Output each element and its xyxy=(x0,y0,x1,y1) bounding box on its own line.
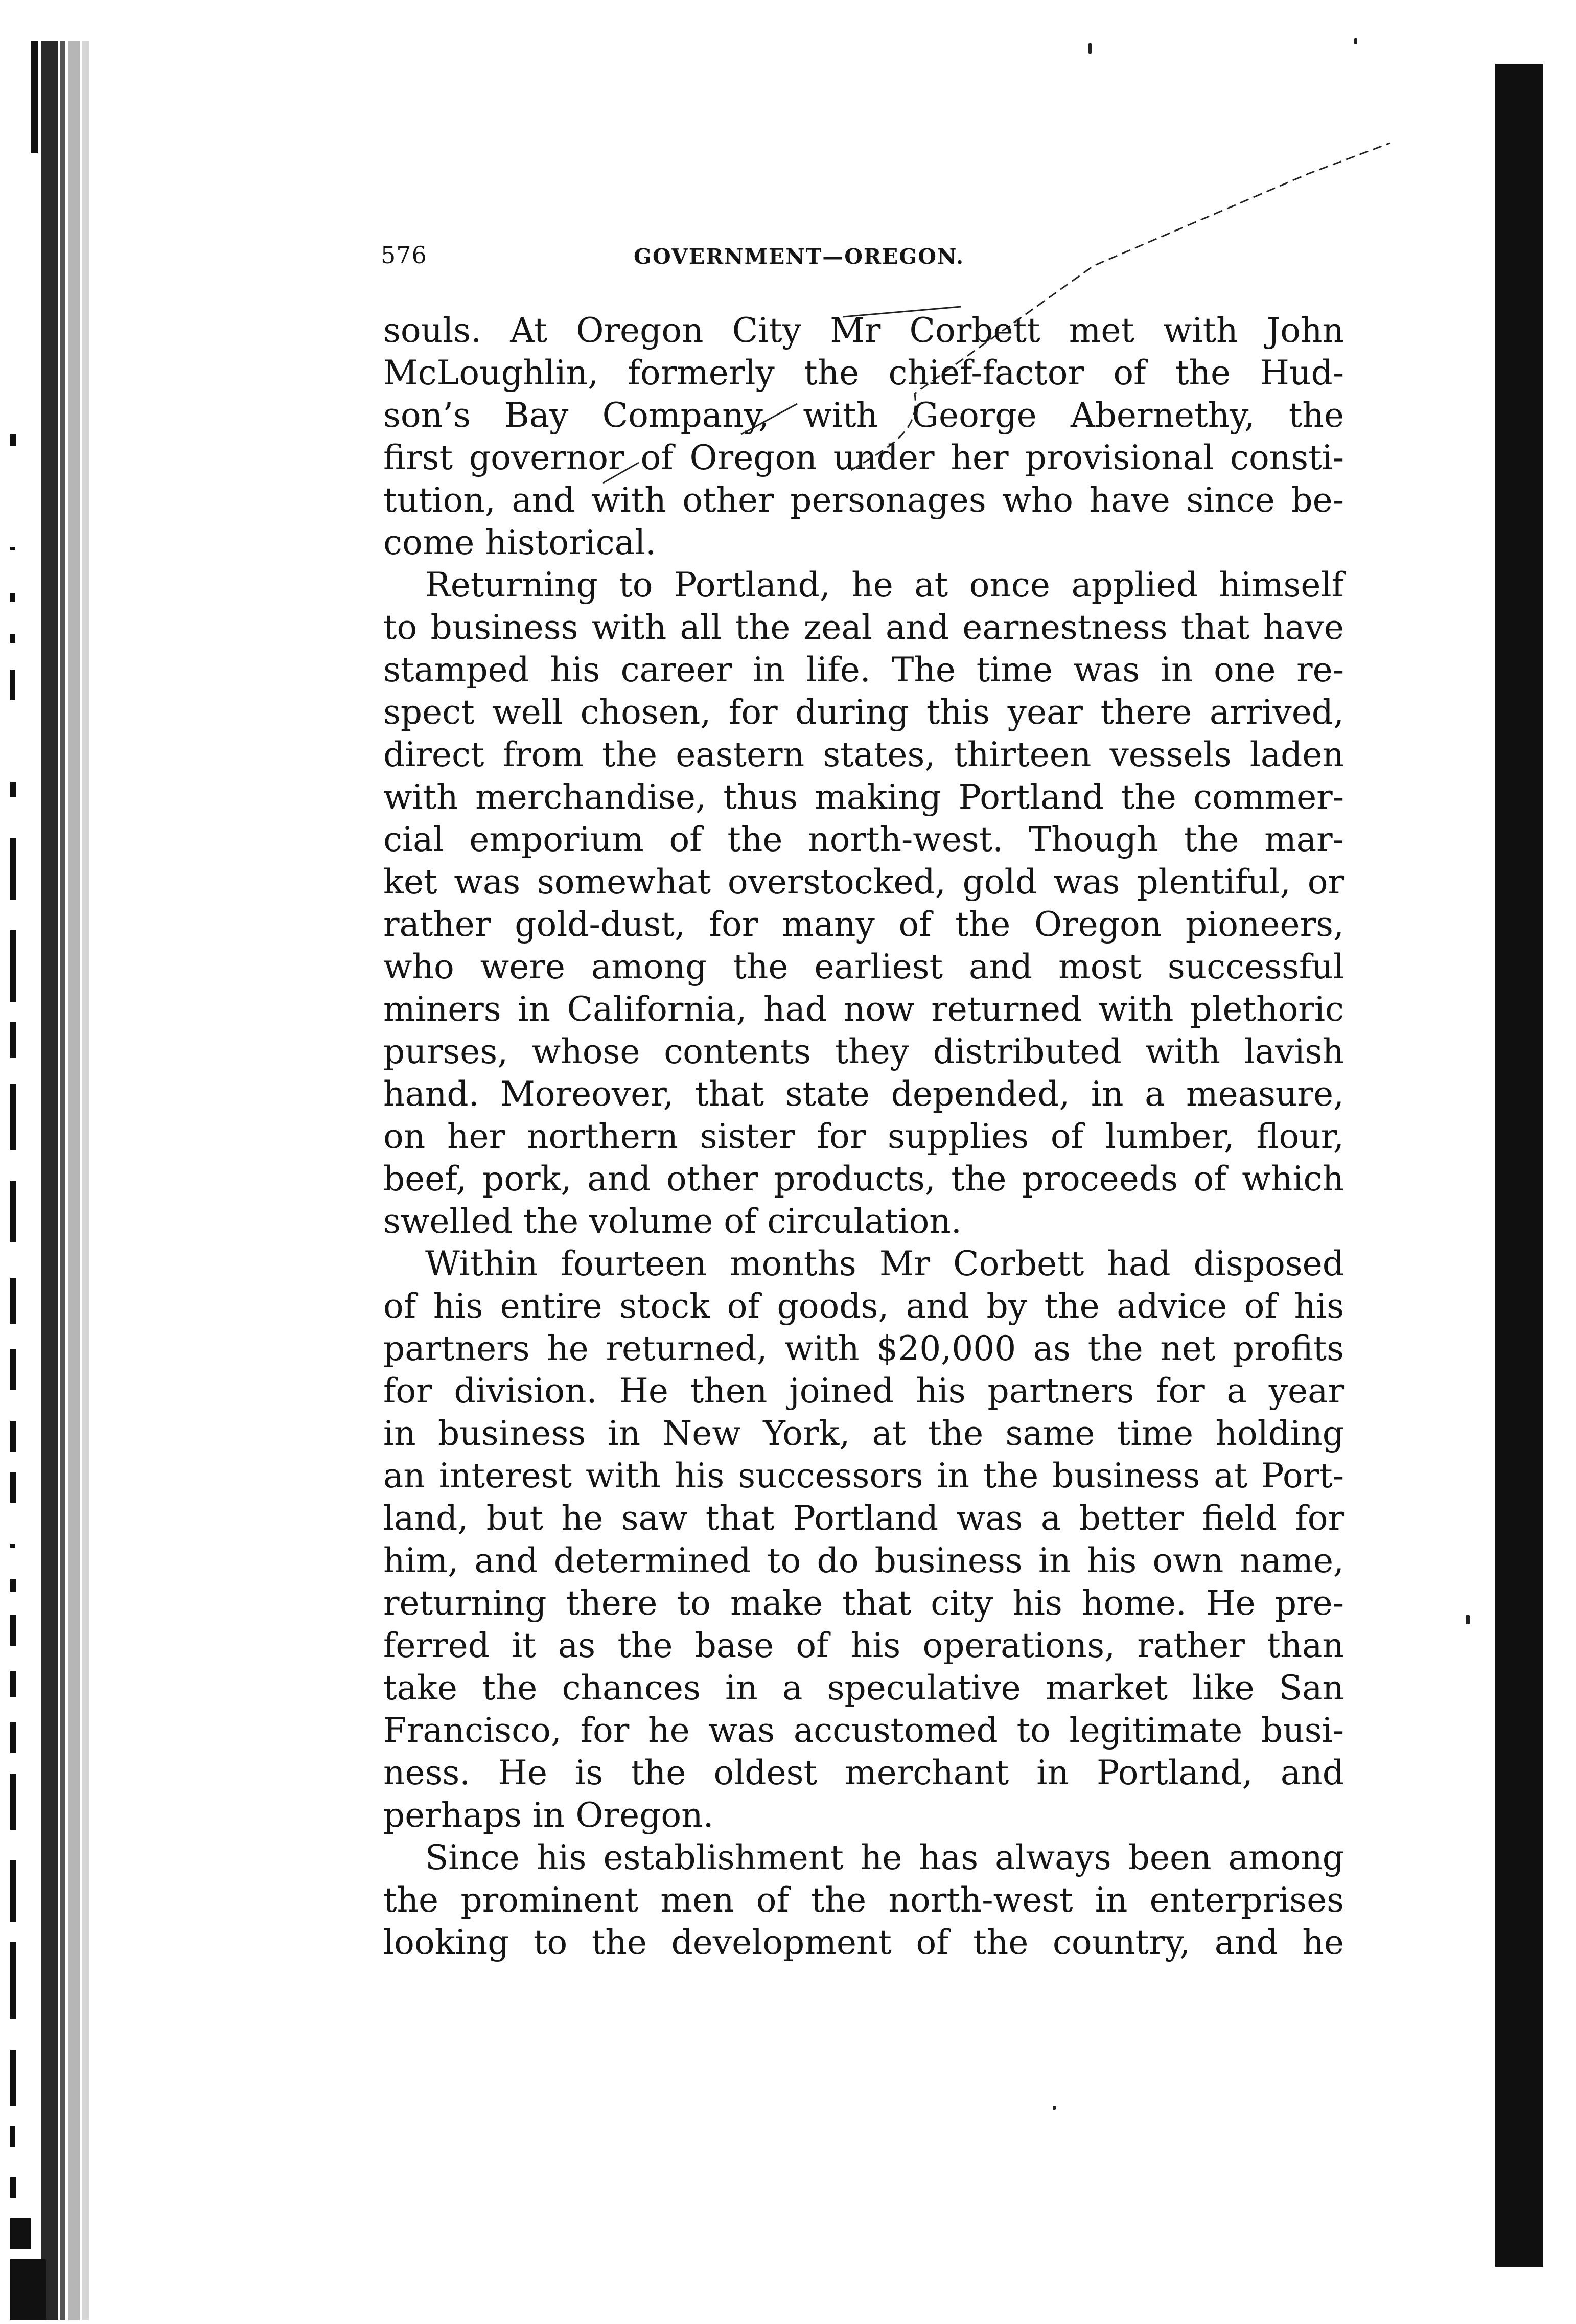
text-line: come historical. xyxy=(383,523,657,562)
text-line: for division. He then joined his partners for a year xyxy=(383,1371,1344,1411)
text-line: hand. Moreover, that state depended, in a measure, xyxy=(383,1074,1344,1114)
text-line: ness. He is the oldest merchant in Portland, and xyxy=(383,1753,1344,1792)
text-line: partners he returned, with $20,000 as the net profits xyxy=(383,1329,1344,1368)
scan-binding-edge xyxy=(0,41,112,2320)
paragraph-first-line: Returning to Portland, he at once applied himself xyxy=(425,565,1344,605)
scan-speck xyxy=(1088,43,1092,54)
text-line: in business in New York, at the same time holding xyxy=(383,1414,1344,1453)
scan-speck xyxy=(1053,2106,1056,2110)
text-line: him, and determined to do business in his own name, xyxy=(383,1541,1344,1580)
text-line: rather gold-dust, for many of the Oregon pioneers, xyxy=(383,905,1344,944)
text-line: souls. At Oregon City Mr Corbett met with John xyxy=(383,311,1344,350)
text-line: Francisco, for he was accustomed to legitimate busi- xyxy=(383,1711,1344,1750)
text-line: first governor of Oregon under her provisional consti- xyxy=(383,438,1344,477)
page-number: 576 xyxy=(381,241,427,269)
text-line: on her northern sister for supplies of lumber, flour, xyxy=(383,1117,1344,1156)
scan-right-edge xyxy=(1495,64,1543,2267)
text-line: miners in California, had now returned with plethoric xyxy=(383,990,1344,1029)
text-line: purses, whose contents they distributed with lavish xyxy=(383,1032,1344,1071)
text-line: looking to the development of the country, and he xyxy=(383,1923,1344,1962)
running-head xyxy=(381,241,1366,282)
text-line: the prominent men of the north-west in enterprises xyxy=(383,1880,1344,1920)
text-line: tution, and with other personages who have since be- xyxy=(383,480,1344,520)
scan-speck xyxy=(1466,1615,1470,1624)
running-head-title: GOVERNMENT—OREGON. xyxy=(634,244,965,269)
text-line: spect well chosen, for during this year there arrived, xyxy=(383,693,1344,732)
text-line: perhaps in Oregon. xyxy=(383,1796,714,1835)
text-line: McLoughlin, formerly the chief-factor of the Hud- xyxy=(383,353,1344,393)
text-line: ferred it as the base of his operations, rather than xyxy=(383,1626,1344,1665)
text-line: son’s Bay Company, with George Abernethy, the xyxy=(383,396,1344,435)
text-line: swelled the volume of circulation. xyxy=(383,1202,962,1241)
paragraph-first-line: Since his establishment he has always been among xyxy=(425,1838,1344,1877)
body-text xyxy=(383,309,1344,1964)
scan-speck xyxy=(1354,38,1357,44)
text-line: with merchandise, thus making Portland the commer- xyxy=(383,777,1344,817)
paragraph-first-line: Within fourteen months Mr Corbett had disposed xyxy=(425,1244,1344,1283)
text-line: cial emporium of the north-west. Though the mar- xyxy=(383,820,1344,859)
text-line: stamped his career in life. The time was in one re- xyxy=(383,650,1344,689)
text-line: beef, pork, and other products, the proceeds of which xyxy=(383,1159,1344,1199)
text-line: who were among the earliest and most successful xyxy=(383,947,1344,986)
text-line: take the chances in a speculative market like San xyxy=(383,1668,1344,1708)
text-line: ket was somewhat overstocked, gold was plentiful, or xyxy=(383,862,1344,902)
text-line: returning there to make that city his home. He pre- xyxy=(383,1583,1344,1623)
text-line: land, but he saw that Portland was a better field for xyxy=(383,1499,1344,1538)
text-line: to business with all the zeal and earnestness that have xyxy=(383,608,1344,647)
text-line: direct from the eastern states, thirteen vessels laden xyxy=(383,735,1344,774)
text-line: an interest with his successors in the business at Port- xyxy=(383,1456,1344,1495)
text-line: of his entire stock of goods, and by the advice of his xyxy=(383,1286,1344,1326)
